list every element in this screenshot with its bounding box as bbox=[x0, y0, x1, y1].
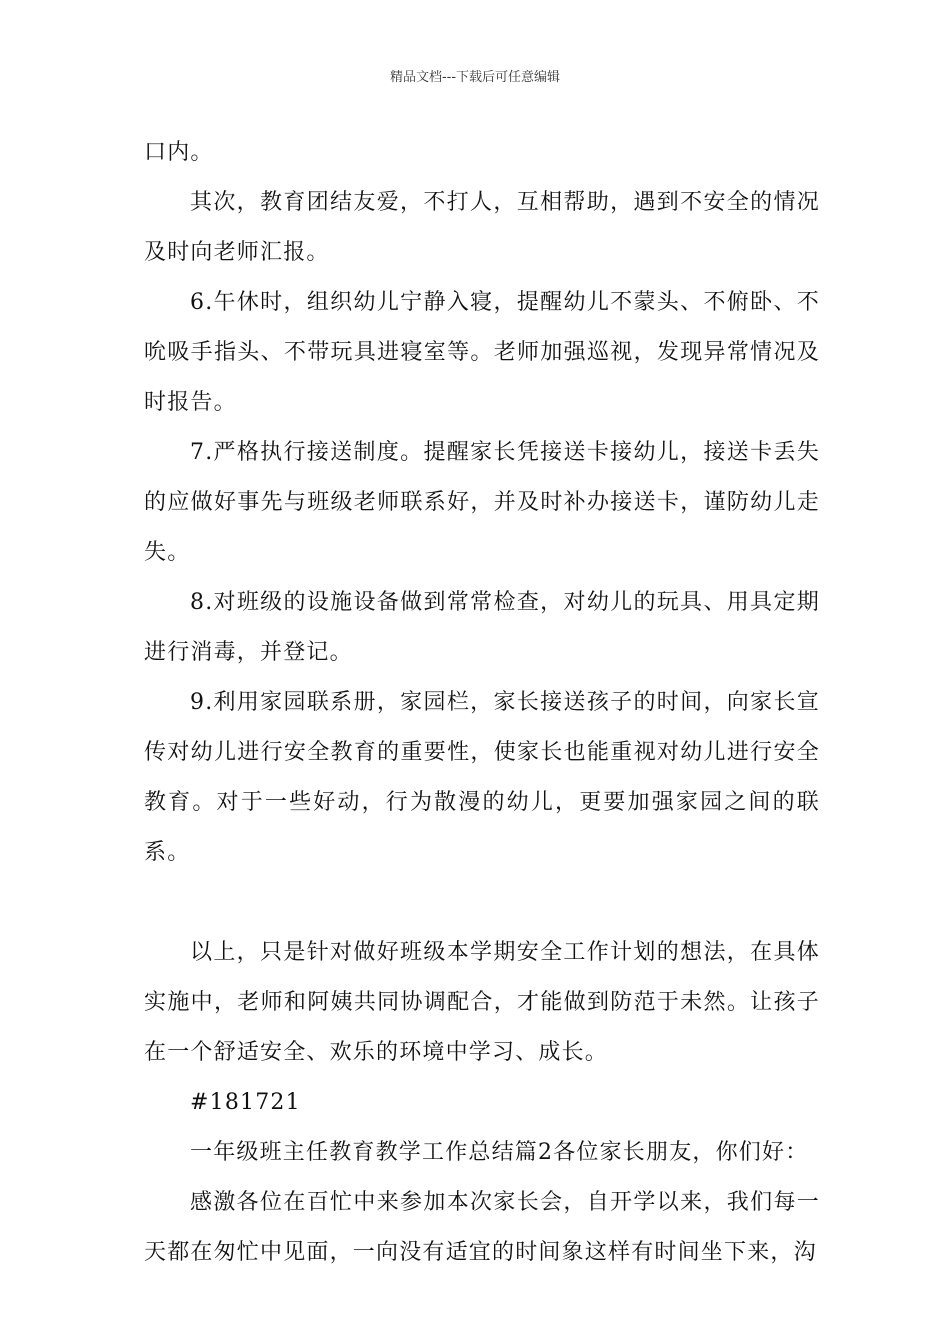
paragraph-6: 9.利用家园联系册，家园栏，家长接送孩子的时间，向家长宣传对幼儿进行安全教育的重要性，使家长也能重视对幼儿进行安全教育。对于一些好动，行为散漫的幼儿，更要加强家园之间的联系。 bbox=[144, 690, 820, 865]
paragraph-5: 8.对班级的设施设备做到常常检查，对幼儿的玩具、用具定期进行消毒，并登记。 bbox=[144, 590, 820, 665]
paragraph-4: 7.严格执行接送制度。提醒家长凭接送卡接幼儿，接送卡丢失的应做好事先与班级老师联系好，并及时补办接送卡，谨防幼儿走失。 bbox=[144, 440, 820, 565]
paragraph-2: 其次，教育团结友爱，不打人，互相帮助，遇到不安全的情况及时向老师汇报。 bbox=[144, 190, 820, 265]
paragraph-9: 一年级班主任教育教学工作总结篇2各位家长朋友，你们好： bbox=[190, 1140, 809, 1165]
paragraph-8: #181721 bbox=[190, 1090, 301, 1115]
page-header: 精品文档---下载后可任意编辑 bbox=[389, 70, 561, 85]
paragraph-1: 口内。 bbox=[144, 140, 214, 165]
paragraph-7: 以上，只是针对做好班级本学期安全工作计划的想法，在具体实施中，老师和阿姨共同协调配合，才能做到防范于未然。让孩子在一个舒适安全、欢乐的环境中学习、成长。 bbox=[144, 940, 820, 1065]
document-body bbox=[144, 128, 820, 1278]
paragraph-3: 6.午休时，组织幼儿宁静入寝，提醒幼儿不蒙头、不俯卧、不吮吸手指头、不带玩具进寝室等。老师加强巡视，发现异常情况及时报告。 bbox=[144, 290, 820, 415]
paragraph-10: 感激各位在百忙中来参加本次家长会，自开学以来，我们每一天都在匆忙中见面，一向没有适宜的时间象这样有时间坐下来，沟 bbox=[144, 1190, 820, 1265]
